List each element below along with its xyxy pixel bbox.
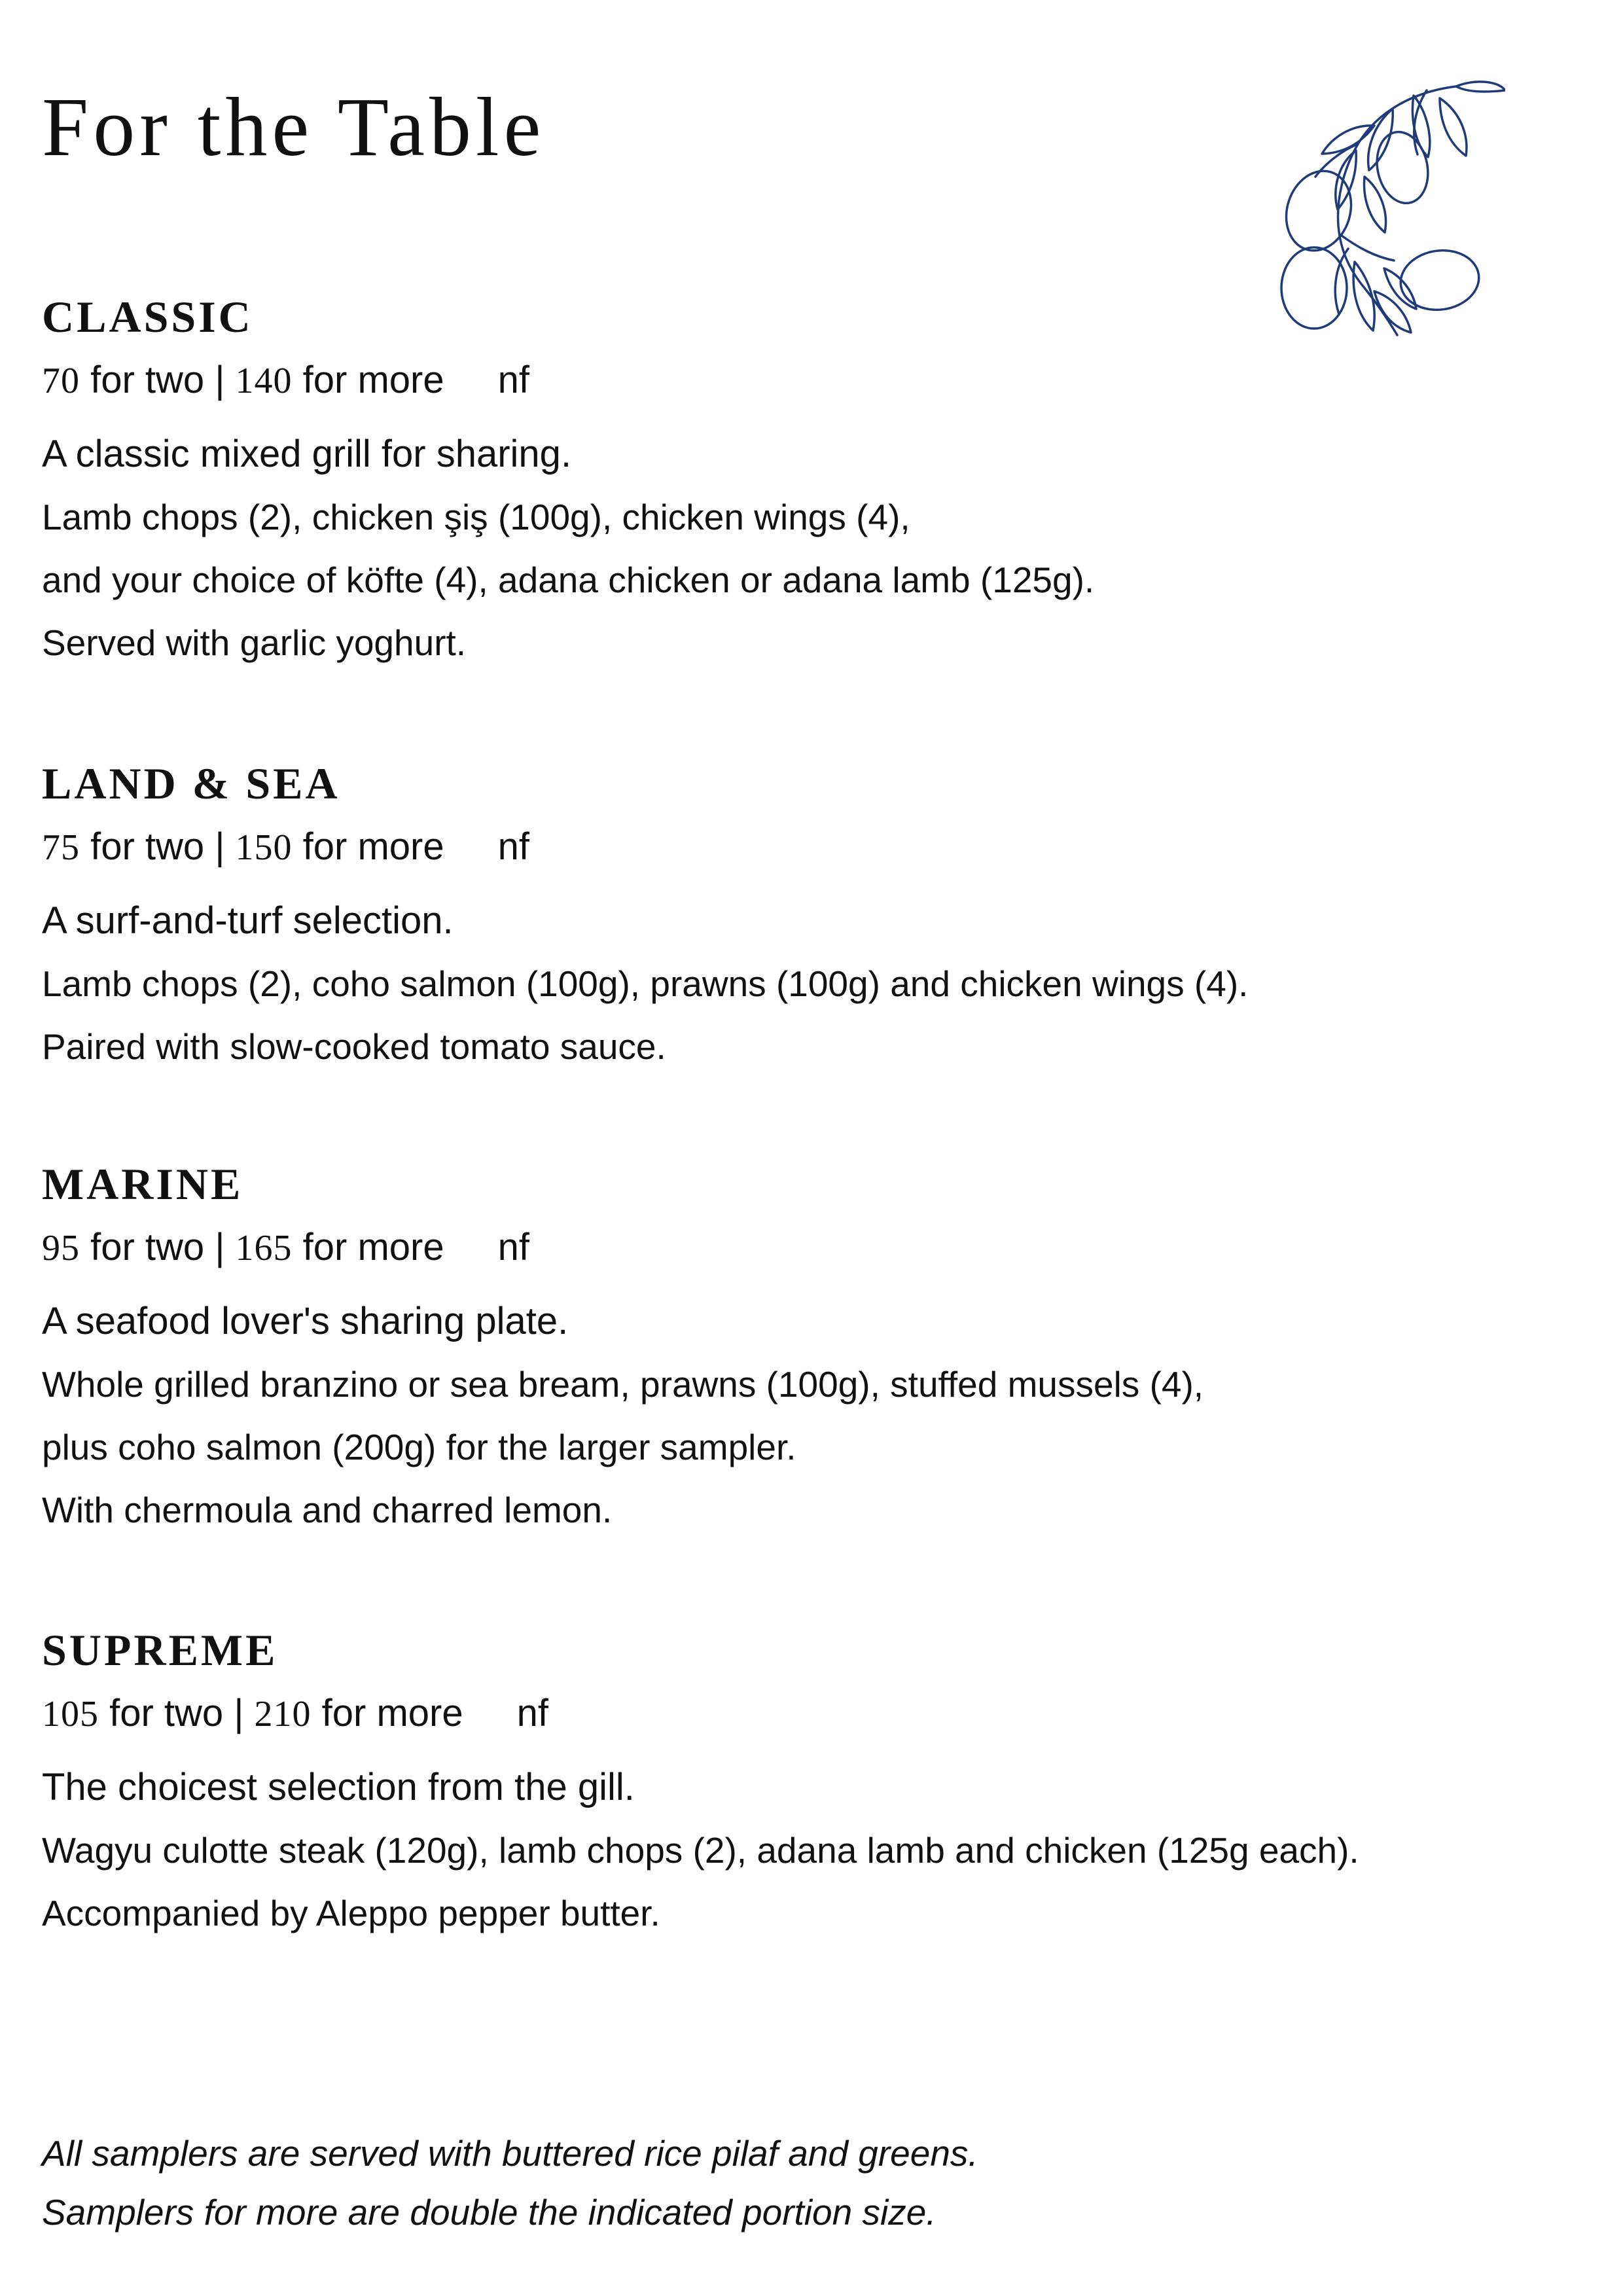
price-for-two: 105 [42, 1694, 99, 1734]
section-subtitle: A classic mixed grill for sharing. [42, 433, 572, 475]
footer-note: All samplers are served with buttered rice pilaf and greens. [42, 2133, 978, 2174]
description-line: Paired with slow-cooked tomato sauce. [42, 1026, 666, 1067]
dietary-tag: nf [497, 1226, 529, 1268]
menu-section-marine [42, 1159, 1599, 1541]
section-name: MARINE [42, 1159, 243, 1209]
dietary-tag: nf [497, 359, 529, 401]
price-separator: | [215, 1226, 225, 1268]
price-for-more: 140 [235, 361, 293, 401]
price-separator: | [215, 825, 225, 868]
description-line: Wagyu culotte steak (120g), lamb chops (2), adana lamb and chicken (125g each). [42, 1830, 1359, 1871]
price-line [42, 1692, 1599, 1734]
price-line [42, 825, 1599, 868]
label-for-more: for more [302, 825, 444, 868]
price-for-more: 150 [235, 827, 293, 868]
menu-section-land-and-sea [42, 761, 1599, 1078]
footer-note: Samplers for more are double the indicated portion size. [42, 2192, 936, 2233]
section-name: LAND & SEA [42, 759, 340, 808]
description-line: Whole grilled branzino or sea bream, prawns (100g), stuffed mussels (4), [42, 1364, 1204, 1405]
menu-section-classic [42, 292, 1599, 674]
description-line: Accompanied by Aleppo pepper butter. [42, 1893, 660, 1933]
label-for-more: for more [321, 1692, 463, 1734]
label-for-two: for two [109, 1692, 224, 1734]
label-for-two: for two [90, 1226, 205, 1268]
description-line: With chermoula and charred lemon. [42, 1490, 613, 1530]
section-name: CLASSIC [42, 292, 253, 342]
section-subtitle: The choicest selection from the gill. [42, 1766, 635, 1808]
price-for-more: 210 [254, 1694, 312, 1734]
footer-notes [42, 2124, 978, 2242]
page-title: For the Table [42, 81, 546, 173]
menu-section-supreme [42, 1625, 1599, 1945]
label-for-two: for two [90, 825, 205, 868]
price-separator: | [215, 359, 225, 401]
section-name: SUPREME [42, 1625, 278, 1675]
dietary-tag: nf [497, 825, 529, 868]
description-line: Lamb chops (2), coho salmon (100g), prawns (100g) and chicken wings (4). [42, 963, 1249, 1004]
description-line: plus coho salmon (200g) for the larger sampler. [42, 1427, 796, 1467]
section-subtitle: A surf-and-turf selection. [42, 899, 454, 942]
price-for-more: 165 [235, 1228, 293, 1268]
price-separator: | [234, 1692, 244, 1734]
label-for-more: for more [302, 359, 444, 401]
label-for-two: for two [90, 359, 205, 401]
price-for-two: 70 [42, 361, 80, 401]
label-for-more: for more [302, 1226, 444, 1268]
description-line: Served with garlic yoghurt. [42, 622, 467, 663]
price-line [42, 361, 1599, 399]
description-line: and your choice of köfte (4), adana chicken or adana lamb (125g). [42, 560, 1095, 600]
section-subtitle: A seafood lover's sharing plate. [42, 1300, 569, 1342]
description-line: Lamb chops (2), chicken şiş (100g), chicken wings (4), [42, 497, 910, 537]
price-for-two: 95 [42, 1228, 80, 1268]
price-for-two: 75 [42, 827, 80, 868]
dietary-tag: nf [516, 1692, 548, 1734]
price-line [42, 1226, 1599, 1268]
